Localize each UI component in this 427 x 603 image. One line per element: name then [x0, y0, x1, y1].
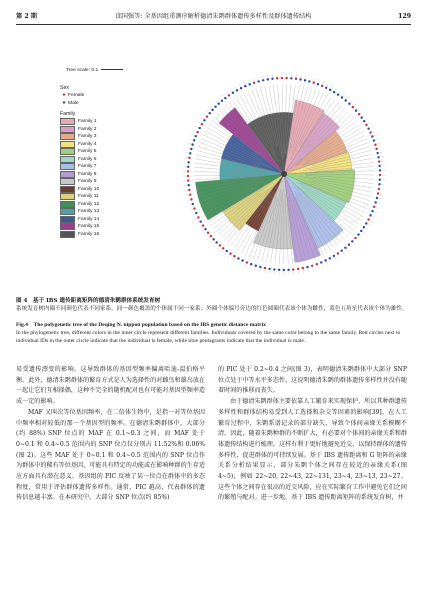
family-legend-label: Family 10	[78, 186, 100, 192]
female-marker	[365, 124, 367, 126]
family-color-swatch	[60, 141, 75, 148]
leaf-tick	[364, 118, 368, 121]
leaf-tick	[358, 235, 362, 238]
leaf-tick	[359, 111, 363, 114]
leaf-tick	[352, 241, 356, 245]
family-legend-label: Family 8	[78, 171, 97, 177]
male-marker	[190, 148, 192, 150]
leaf-tick	[215, 100, 218, 104]
family-color-swatch	[60, 163, 75, 170]
leaf-tick	[200, 118, 204, 121]
female-marker	[321, 85, 323, 87]
family-legend-label: Family 9	[78, 179, 97, 184]
sex-legend-item	[60, 92, 99, 100]
leaf-tick	[232, 256, 235, 260]
male-marker	[371, 135, 373, 137]
leaf-tick	[220, 248, 223, 252]
leaf-tick	[322, 81, 324, 86]
male-marker	[325, 87, 327, 89]
body-column-left	[16, 365, 205, 504]
leaf-tick	[228, 254, 231, 258]
leaf-tick	[342, 93, 345, 97]
family-color-swatch	[60, 201, 75, 208]
leaf-tick	[362, 115, 366, 118]
header-rule	[16, 24, 411, 25]
leaf-tick	[224, 251, 227, 255]
family-legend-item	[60, 178, 99, 186]
caption-zh-title: 图 4 基于 IBS 遗传距离矩阵的德清朱鹮群体系统发育树	[16, 298, 161, 304]
leaf-tick	[209, 107, 213, 110]
female-marker	[311, 265, 313, 267]
family-legend-label: Family 1	[78, 119, 97, 124]
family-color-swatch	[60, 133, 75, 140]
leaf-tick	[366, 223, 370, 226]
caption-zh-body: 系统发育树内圈不同颜色代表不同家系，同一颜色覆盖的个体属于同一家系；外圈个体编号旁边的红色圆圈代表该个体为雌性，蓝色五角星代表该个体为雄性。	[16, 306, 408, 312]
family-legend-item	[60, 186, 99, 194]
family-legend-item	[60, 193, 99, 201]
female-marker	[201, 123, 203, 125]
family-legend-item	[60, 118, 99, 126]
female-marker	[337, 252, 339, 254]
page-number: 129	[398, 13, 411, 20]
family-legend-item	[60, 201, 99, 209]
male-marker	[193, 139, 195, 141]
leaf-tick	[361, 231, 365, 234]
male-marker	[360, 230, 362, 232]
family-color-swatch	[60, 231, 75, 238]
male-star-icon: ★	[61, 99, 67, 106]
family-legend-label: Family 14	[78, 216, 100, 222]
family-color-swatch	[60, 118, 75, 125]
caption-en-title: Fig.4 The polygenetic tree of the Deqing N. nippon population based on the IBS genetic distance matrix	[16, 322, 266, 328]
female-marker	[206, 115, 208, 117]
male-marker	[248, 83, 250, 85]
female-marker	[374, 143, 376, 145]
leaf-tick	[349, 100, 352, 104]
family-color-swatch	[60, 208, 75, 215]
family-legend-label: Family 13	[78, 209, 100, 214]
body-paragraph: MAF 又叫次等位基因频率，在二倍体生物中，是指一对等位基因中频率相对较低的那一个基因型的频率。在德清朱鹮群体中，大部分(约 88%) SNP 位点的 MAF 在 0.1~0.3 之间，而 MAF 处于 0~0.1 和 0.4~0.5 范围内的 SNP 位点仅分别占 11.52%和 0.06% (图 2)。这些 MAF 处于 0~0.1 和 0.4~0.5 范围内的 SNP 位点作为群体中的稀有等位基因，可能具有特定的功能或在影响种群的生存适应方面具有潜在意义。基因组的 PIC 反映了某一位点在群体中的多态程度，常用于评估群体遗传多样性。通常，PIC 越高，代表群体的遗传信息越丰富。在本研究中，大部分 SNP 位点(约 85%)	[16, 408, 205, 502]
leaf-tick	[349, 245, 352, 249]
family-legend-title: Family	[60, 111, 76, 117]
tree-scale-bar	[101, 69, 123, 70]
male-marker	[195, 135, 197, 137]
family-legend-item	[60, 133, 99, 141]
tree-scale	[66, 68, 123, 73]
leaf-tick	[353, 104, 357, 107]
leaf-tick	[371, 130, 376, 132]
caption-en-body: In the phylogenetic tree, different colors in the inner circle represent different families. Individuals covered by the same color belong to the same family. Red circles next to individual IDs in the outer circle indicate that the individual is female, while blue pentagrams indicate that the individual is male.	[16, 330, 401, 344]
family-color-swatch	[60, 193, 75, 200]
family-legend-item	[60, 148, 99, 156]
body-column-right	[218, 365, 407, 504]
family-color-swatch	[60, 178, 75, 185]
family-legend-label: Family 12	[78, 201, 100, 207]
sex-legend-title: Sex	[60, 85, 69, 91]
tree-scale-label: Tree scale: 0.1	[66, 68, 99, 73]
running-title: 邱国强等: 全基因组重测序解析德清朱鹮群体遗传多样性及群体遗传结构	[115, 13, 312, 20]
leaf-tick	[213, 242, 217, 246]
family-legend-item	[60, 171, 99, 179]
leaf-tick	[240, 261, 242, 266]
leaf-tick	[366, 122, 370, 125]
sex-legend-label: Male	[68, 100, 79, 106]
family-color-swatch	[60, 156, 75, 163]
leaf-tick	[356, 238, 360, 241]
issue-number: 第 2 期	[16, 13, 37, 20]
leaf-tick	[346, 97, 349, 101]
male-marker	[257, 80, 259, 82]
leaf-tick	[204, 233, 208, 236]
sex-legend-label: Female	[68, 93, 85, 98]
family-legend-item	[60, 141, 99, 149]
leaf-tick	[338, 253, 341, 257]
leaf-tick	[191, 134, 196, 136]
running-header	[16, 11, 411, 23]
male-marker	[191, 143, 193, 145]
leaf-tick	[198, 122, 202, 125]
leaf-tick	[234, 86, 236, 90]
sex-legend-item	[60, 100, 99, 108]
family-legend-label: Family 15	[78, 224, 100, 229]
female-marker	[196, 131, 198, 133]
figure-legend	[60, 84, 99, 238]
body-paragraph: 易受遗传漂变的影响。这导致群体的基因型频率偏离哈迪-温伯格平衡。此外，德清朱鹮群体的繁育方式是人为选择性的对雌鸟和雄鸟放在一起让它们互相择偶，这种不完全的随机配对也有可能对基因型频率造成一定的影响。	[16, 366, 205, 406]
family-legend-label: Family 11	[78, 194, 99, 199]
family-color-swatch	[60, 126, 75, 133]
leaf-tick	[212, 103, 216, 107]
leaf-tick	[226, 91, 229, 95]
family-color-swatch	[60, 216, 75, 223]
family-legend-item	[60, 223, 99, 231]
body-paragraph: 由于德清朱鹮群体主要依靠人工繁育来实现保护，所以其种群遗传多样性和群体结构易受到人工选择和杂交等因素的影响[39]。在人工繁育过程中，朱鹮系谱记录的部分缺失，导致个体间亲缘关系模糊不清。因此，随着朱鹮种群的不断扩大，有必要对个体间的亲缘关系和群体遗传结构进行梳理，这样有利于更好地避免近交，以保持群体的遗传多样性，促进群体的可持续发展。基于 IBS 遗传距离和 G 矩阵的亲缘关系分析结果显示，部分朱鹮个体之间存在较近的亲缘关系(图 4~5)，例如 22~20, 22~43, 22~131, 23~4, 23~13, 23~27。这些个体之间存在很高的近交风险，应在实际繁育工作中避免它们之间的繁殖与配对。进一步地，基于 IBS 遗传距离矩阵的系统发育树，并	[218, 398, 407, 502]
family-legend-item	[60, 156, 99, 164]
leaf-tick	[230, 89, 233, 93]
family-color-swatch	[60, 223, 75, 230]
leaf-tick	[199, 226, 203, 229]
leaf-tick	[364, 227, 368, 230]
leaf-tick	[369, 126, 373, 128]
leaf-tick	[243, 82, 245, 87]
body-paragraph: 的 PIC 处于 0.2~0.4 之间(图 3)，表明德清朱鹮群体中大部分 SNP 位点处于中等水平多态性，这说明德清朱鹮的群体遗传多样性并没有随着时间的推移而丧失。	[218, 366, 407, 395]
family-legend-label: Family 4	[78, 141, 97, 147]
male-marker	[329, 89, 331, 91]
leaf-tick	[236, 259, 238, 263]
leaf-tick	[194, 217, 198, 219]
family-legend-label: Family 6	[78, 156, 97, 162]
leaf-tick	[345, 248, 348, 252]
leaf-tick	[219, 97, 222, 101]
leaf-tick	[369, 219, 373, 221]
leaf-tick	[371, 215, 376, 217]
leaf-tick	[207, 236, 211, 239]
leaf-tick	[334, 256, 337, 260]
leaf-tick	[334, 88, 337, 92]
family-legend-item	[60, 208, 99, 216]
family-legend-label: Family 2	[78, 126, 97, 132]
family-legend-item	[60, 163, 99, 171]
family-color-swatch	[60, 186, 75, 193]
male-marker	[341, 96, 343, 98]
leaf-tick	[195, 126, 199, 128]
leaf-tick	[342, 251, 345, 255]
male-marker	[337, 93, 339, 95]
male-marker	[317, 83, 319, 85]
family-legend-label: Family 3	[78, 134, 97, 139]
female-marker	[369, 131, 371, 133]
leaf-tick	[239, 84, 241, 88]
male-marker	[324, 259, 326, 261]
leaf-tick	[193, 130, 197, 132]
family-legend-label: Family 7	[78, 164, 97, 169]
leaf-tick	[338, 91, 341, 95]
leaf-tick	[192, 213, 197, 215]
male-marker	[199, 127, 201, 129]
leaf-tick	[356, 107, 360, 110]
family-color-swatch	[60, 148, 75, 155]
male-marker	[376, 152, 378, 154]
female-circle-icon: ●	[62, 92, 66, 98]
leaf-tick	[330, 258, 332, 262]
male-marker	[244, 85, 246, 87]
tree-root	[281, 171, 287, 177]
family-legend-item	[60, 216, 99, 224]
leaf-tick	[326, 261, 328, 266]
leaf-tick	[222, 94, 225, 98]
leaf-tick	[217, 245, 220, 249]
leaf-tick	[196, 222, 200, 224]
leaf-tick	[330, 85, 332, 89]
family-legend-label: Family 5	[78, 149, 97, 154]
family-legend-item	[60, 126, 99, 134]
female-marker	[264, 267, 266, 269]
male-marker	[259, 266, 261, 268]
family-legend-item	[60, 231, 99, 239]
leaf-tick	[203, 114, 207, 117]
family-color-swatch	[60, 171, 75, 178]
leaf-tick	[201, 229, 205, 232]
leaf-tick	[326, 83, 328, 87]
leaf-tick	[206, 110, 210, 113]
family-legend-label: Family 16	[78, 231, 100, 237]
leaf-tick	[210, 239, 214, 242]
